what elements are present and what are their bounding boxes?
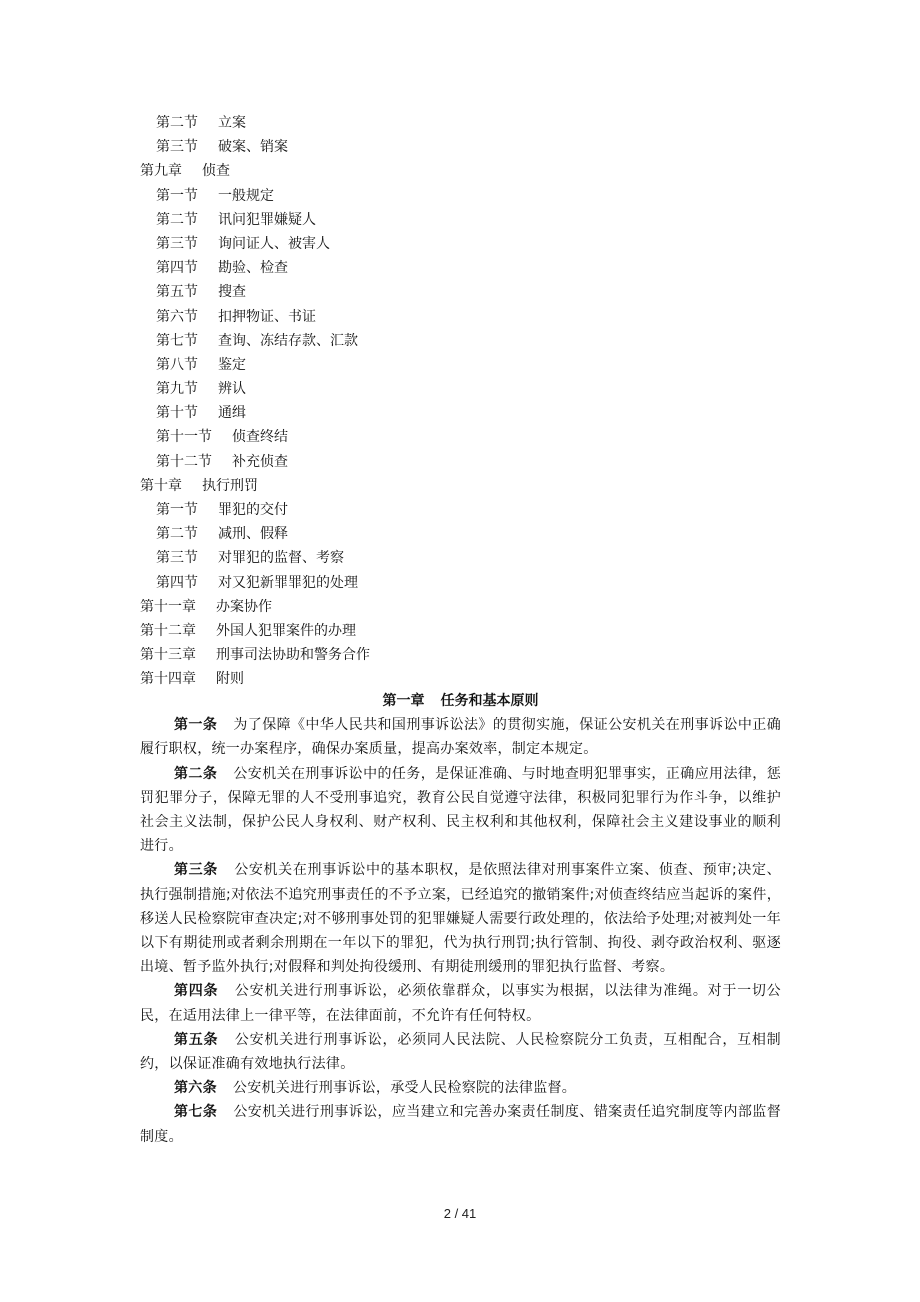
toc-entry-number: 第二节 (156, 211, 198, 228)
article-paragraph (140, 1028, 781, 1076)
article-paragraph (140, 1076, 781, 1100)
toc-chapter-entry (140, 667, 780, 691)
chapter-title: 任务和基本原则 (440, 693, 539, 709)
toc-entry-number: 第十节 (156, 405, 198, 422)
toc-entry-number: 第九章 (140, 163, 182, 180)
toc-entry-number: 第八节 (156, 356, 198, 373)
toc-section-entry (140, 450, 780, 474)
toc-entry-title: 办案协作 (216, 598, 272, 615)
toc-entry-number: 第六节 (156, 308, 198, 325)
toc-section-entry (140, 401, 780, 425)
table-of-contents (140, 111, 780, 692)
toc-chapter-entry (140, 474, 780, 498)
article-text: 公安机关在刑事诉讼中的基本职权，是依照法律对刑事案件立案、侦查、预审;决定、执行强制措施;对依法不追究刑事责任的不予立案，已经追究的撤销案件;对侦查终结应当起诉的案件，移送人民检察院审查决定;对不够刑事处罚的犯罪嫌疑人需要行政处理的，依法给予处理;对被判处一年以下有期徒刑或者剩余刑期在一年以下的罪犯，代为执行刑罚;执行管制、拘役、剥夺政治权利、驱逐出境、暂予监外执行;对假释和判处拘役缓刑、有期徒刑缓刑的罪犯执行监督、考察。 (140, 862, 781, 976)
toc-section-entry (140, 135, 780, 159)
toc-entry-number: 第十三章 (140, 647, 196, 664)
article-text: 公安机关进行刑事诉讼，承受人民检察院的法律监督。 (232, 1080, 577, 1097)
toc-section-entry (140, 425, 780, 449)
toc-entry-title: 执行刑罚 (202, 477, 258, 494)
toc-entry-title: 侦查终结 (232, 429, 288, 446)
toc-entry-title: 外国人犯罪案件的办理 (216, 622, 356, 639)
toc-section-entry (140, 353, 780, 377)
toc-entry-title: 一般规定 (218, 187, 274, 204)
document-body (140, 689, 781, 1149)
chapter-heading (140, 689, 781, 713)
toc-chapter-entry (140, 619, 780, 643)
toc-entry-title: 对罪犯的监督、考察 (218, 550, 344, 567)
toc-entry-number: 第三节 (156, 235, 198, 252)
toc-chapter-entry (140, 159, 780, 183)
toc-section-entry (140, 280, 780, 304)
toc-entry-title: 通缉 (218, 405, 246, 422)
toc-section-entry (140, 522, 780, 546)
toc-section-entry (140, 498, 780, 522)
toc-entry-number: 第十一章 (140, 598, 196, 615)
article-text: 公安机关进行刑事诉讼，必须同人民法院、人民检察院分工负责，互相配合，互相制约，以保证准确有效地执行法律。 (140, 1031, 781, 1073)
article-number: 第七条 (174, 1104, 218, 1121)
article-text: 公安机关进行刑事诉讼，应当建立和完善办案责任制度、错案责任追究制度等内部监督制度。 (140, 1104, 781, 1145)
article-paragraph (140, 1100, 781, 1148)
toc-entry-title: 扣押物证、书证 (218, 308, 316, 325)
article-number: 第二条 (174, 765, 218, 782)
toc-section-entry (140, 377, 780, 401)
toc-entry-title: 减刑、假释 (218, 526, 288, 543)
toc-entry-title: 侦查 (202, 163, 230, 180)
article-text: 公安机关进行刑事诉讼，必须依靠群众，以事实为根据，以法律为准绳。对于一切公民，在适用法律上一律平等，在法律面前，不允许有任何特权。 (140, 983, 781, 1024)
page-number: 2 / 41 (443, 1206, 477, 1221)
toc-entry-number: 第二节 (156, 115, 198, 131)
article-text: 公安机关在刑事诉讼中的任务，是保证准确、与时地查明犯罪事实，正确应用法律，惩罚犯罪分子，保障无罪的人不受刑事追究，教育公民自觉遵守法律，积极同犯罪行为作斗争，以维护社会主义法制，保护公民人身权利、财产权利、民主权利和其他权利，保障社会主义建设事业的顺利进行。 (140, 765, 781, 855)
article-paragraph (140, 979, 781, 1027)
toc-entry-title: 辨认 (218, 381, 246, 398)
toc-section-entry (140, 208, 780, 232)
toc-entry-number: 第十一节 (156, 429, 212, 446)
article-number: 第六条 (174, 1080, 217, 1097)
toc-section-entry (140, 184, 780, 208)
toc-section-entry (140, 111, 780, 135)
toc-entry-title: 询问证人、被害人 (218, 235, 330, 252)
toc-chapter-entry (140, 643, 780, 667)
toc-entry-title: 查询、冻结存款、汇款 (218, 332, 358, 349)
toc-entry-title: 破案、销案 (218, 139, 288, 156)
toc-entry-number: 第一节 (156, 502, 198, 518)
article-list (140, 713, 781, 1149)
toc-section-entry (140, 305, 780, 329)
toc-entry-number: 第十章 (140, 477, 182, 494)
article-number: 第一条 (174, 717, 218, 734)
toc-entry-number: 第四节 (156, 574, 198, 591)
toc-entry-title: 刑事司法协助和警务合作 (216, 647, 370, 664)
toc-entry-number: 第三节 (156, 550, 198, 567)
article-number: 第四条 (174, 983, 219, 1000)
toc-entry-title: 鉴定 (218, 356, 246, 373)
toc-entry-title: 勘验、检查 (218, 260, 288, 277)
toc-entry-number: 第二节 (156, 526, 198, 543)
toc-entry-title: 立案 (218, 115, 246, 131)
article-number: 第五条 (174, 1031, 219, 1048)
toc-entry-title: 附则 (216, 671, 244, 688)
toc-section-entry (140, 546, 780, 570)
toc-entry-number: 第五节 (156, 284, 198, 301)
article-number: 第三条 (174, 862, 218, 879)
toc-section-entry (140, 571, 780, 595)
article-text: 为了保障《中华人民共和国刑事诉讼法》的贯彻实施，保证公安机关在刑事诉讼中正确履行职权，统一办案程序，确保办案质量，提高办案效率，制定本规定。 (140, 717, 781, 758)
toc-entry-number: 第十四章 (140, 671, 196, 688)
toc-section-entry (140, 232, 780, 256)
toc-entry-title: 搜查 (218, 284, 246, 301)
chapter-number: 第一章 (382, 693, 425, 709)
toc-entry-title: 补充侦查 (232, 453, 288, 470)
toc-entry-number: 第十二节 (156, 453, 212, 470)
toc-entry-number: 第四节 (156, 260, 198, 277)
article-paragraph (140, 713, 781, 761)
article-paragraph (140, 762, 781, 859)
toc-entry-number: 第十二章 (140, 622, 196, 639)
toc-section-entry (140, 256, 780, 280)
toc-entry-title: 讯问犯罪嫌疑人 (218, 211, 316, 228)
toc-entry-title: 罪犯的交付 (218, 502, 288, 518)
toc-entry-number: 第七节 (156, 332, 198, 349)
toc-entry-number: 第一节 (156, 187, 198, 204)
toc-entry-title: 对又犯新罪罪犯的处理 (218, 574, 358, 591)
toc-entry-number: 第九节 (156, 381, 198, 398)
toc-chapter-entry (140, 595, 780, 619)
article-paragraph (140, 858, 781, 979)
toc-section-entry (140, 329, 780, 353)
toc-entry-number: 第三节 (156, 139, 198, 156)
